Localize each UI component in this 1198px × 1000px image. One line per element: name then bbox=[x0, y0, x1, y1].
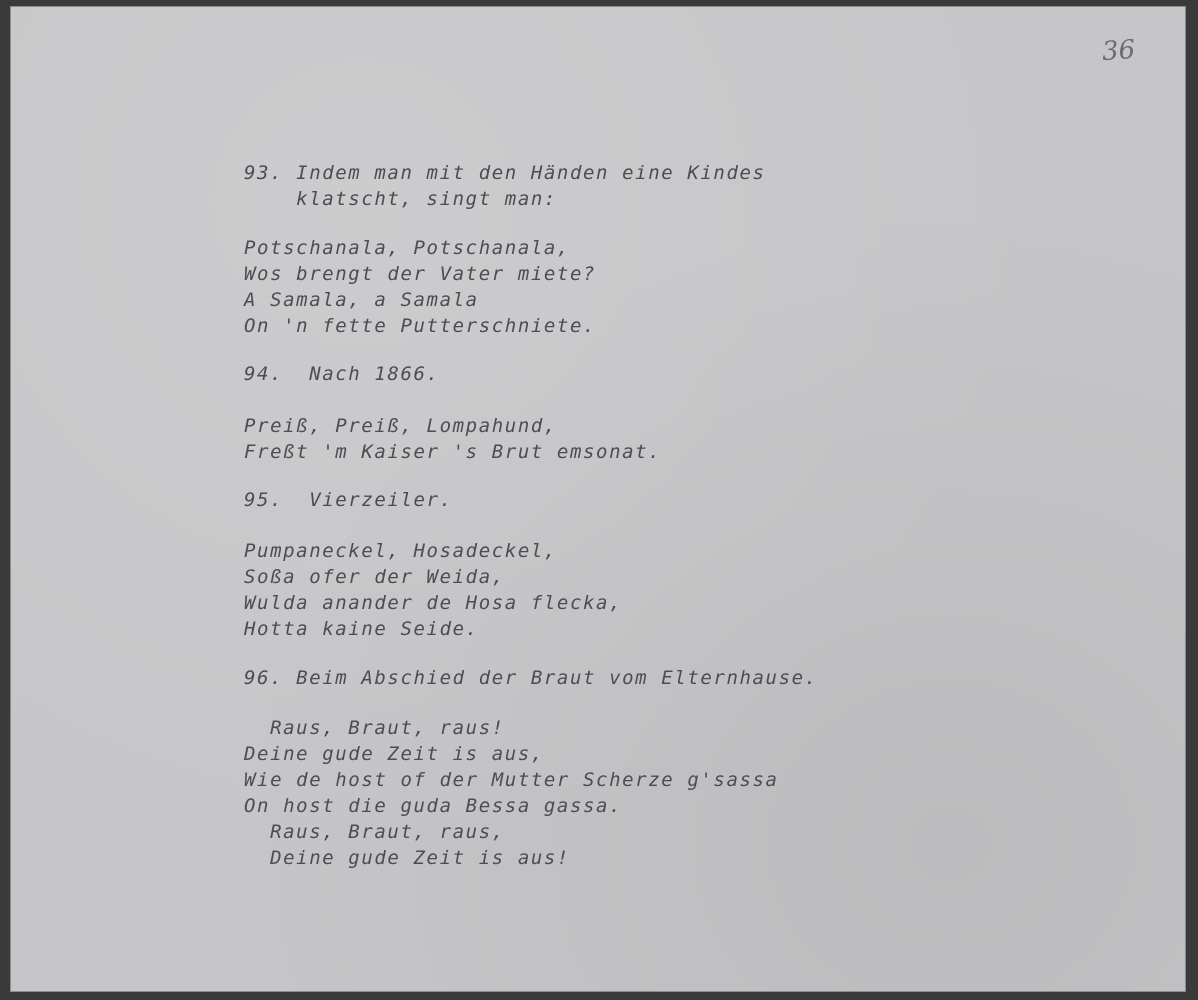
verse-96-line-1: Raus, Braut, raus! bbox=[244, 717, 505, 739]
verse-94-line-2: Freßt 'm Kaiser 's Brut emsonat. bbox=[244, 441, 662, 463]
heading-95: 95. Vierzeiler. bbox=[244, 489, 453, 511]
verse-95-line-2: Soßa ofer der Weida, bbox=[244, 566, 505, 588]
verse-93-line-4: On 'n fette Putterschniete. bbox=[244, 315, 597, 337]
page-number: 36 bbox=[1100, 34, 1137, 68]
verse-93-line-2: Wos brengt der Vater miete? bbox=[244, 263, 597, 285]
heading-94: 94. Nach 1866. bbox=[244, 363, 440, 385]
verse-96-line-4: On host die guda Bessa gassa. bbox=[244, 795, 623, 817]
verse-95-line-1: Pumpaneckel, Hosadeckel, bbox=[244, 540, 557, 562]
verse-96-line-5: Raus, Braut, raus, bbox=[244, 821, 505, 843]
verse-96-line-6: Deine gude Zeit is aus! bbox=[244, 847, 570, 869]
typescript-text bbox=[244, 6, 818, 869]
verse-95-line-4: Hotta kaine Seide. bbox=[244, 618, 479, 640]
verse-95-line-3: Wulda anander de Hosa flecka, bbox=[244, 592, 623, 614]
heading-93-continued: klatscht, singt man: bbox=[244, 188, 557, 210]
verse-94-line-1: Preiß, Preiß, Lompahund, bbox=[244, 415, 557, 437]
verse-96-line-3: Wie de host of der Mutter Scherze g'sassa bbox=[244, 769, 779, 791]
typescript-page bbox=[10, 6, 1186, 992]
heading-96: 96. Beim Abschied der Braut vom Elternhause. bbox=[244, 667, 818, 689]
verse-93-line-3: A Samala, a Samala bbox=[244, 289, 479, 311]
heading-93: 93. Indem man mit den Händen eine Kindes bbox=[244, 162, 766, 184]
verse-93-line-1: Potschanala, Potschanala, bbox=[244, 237, 570, 259]
verse-96-line-2: Deine gude Zeit is aus, bbox=[244, 743, 544, 765]
